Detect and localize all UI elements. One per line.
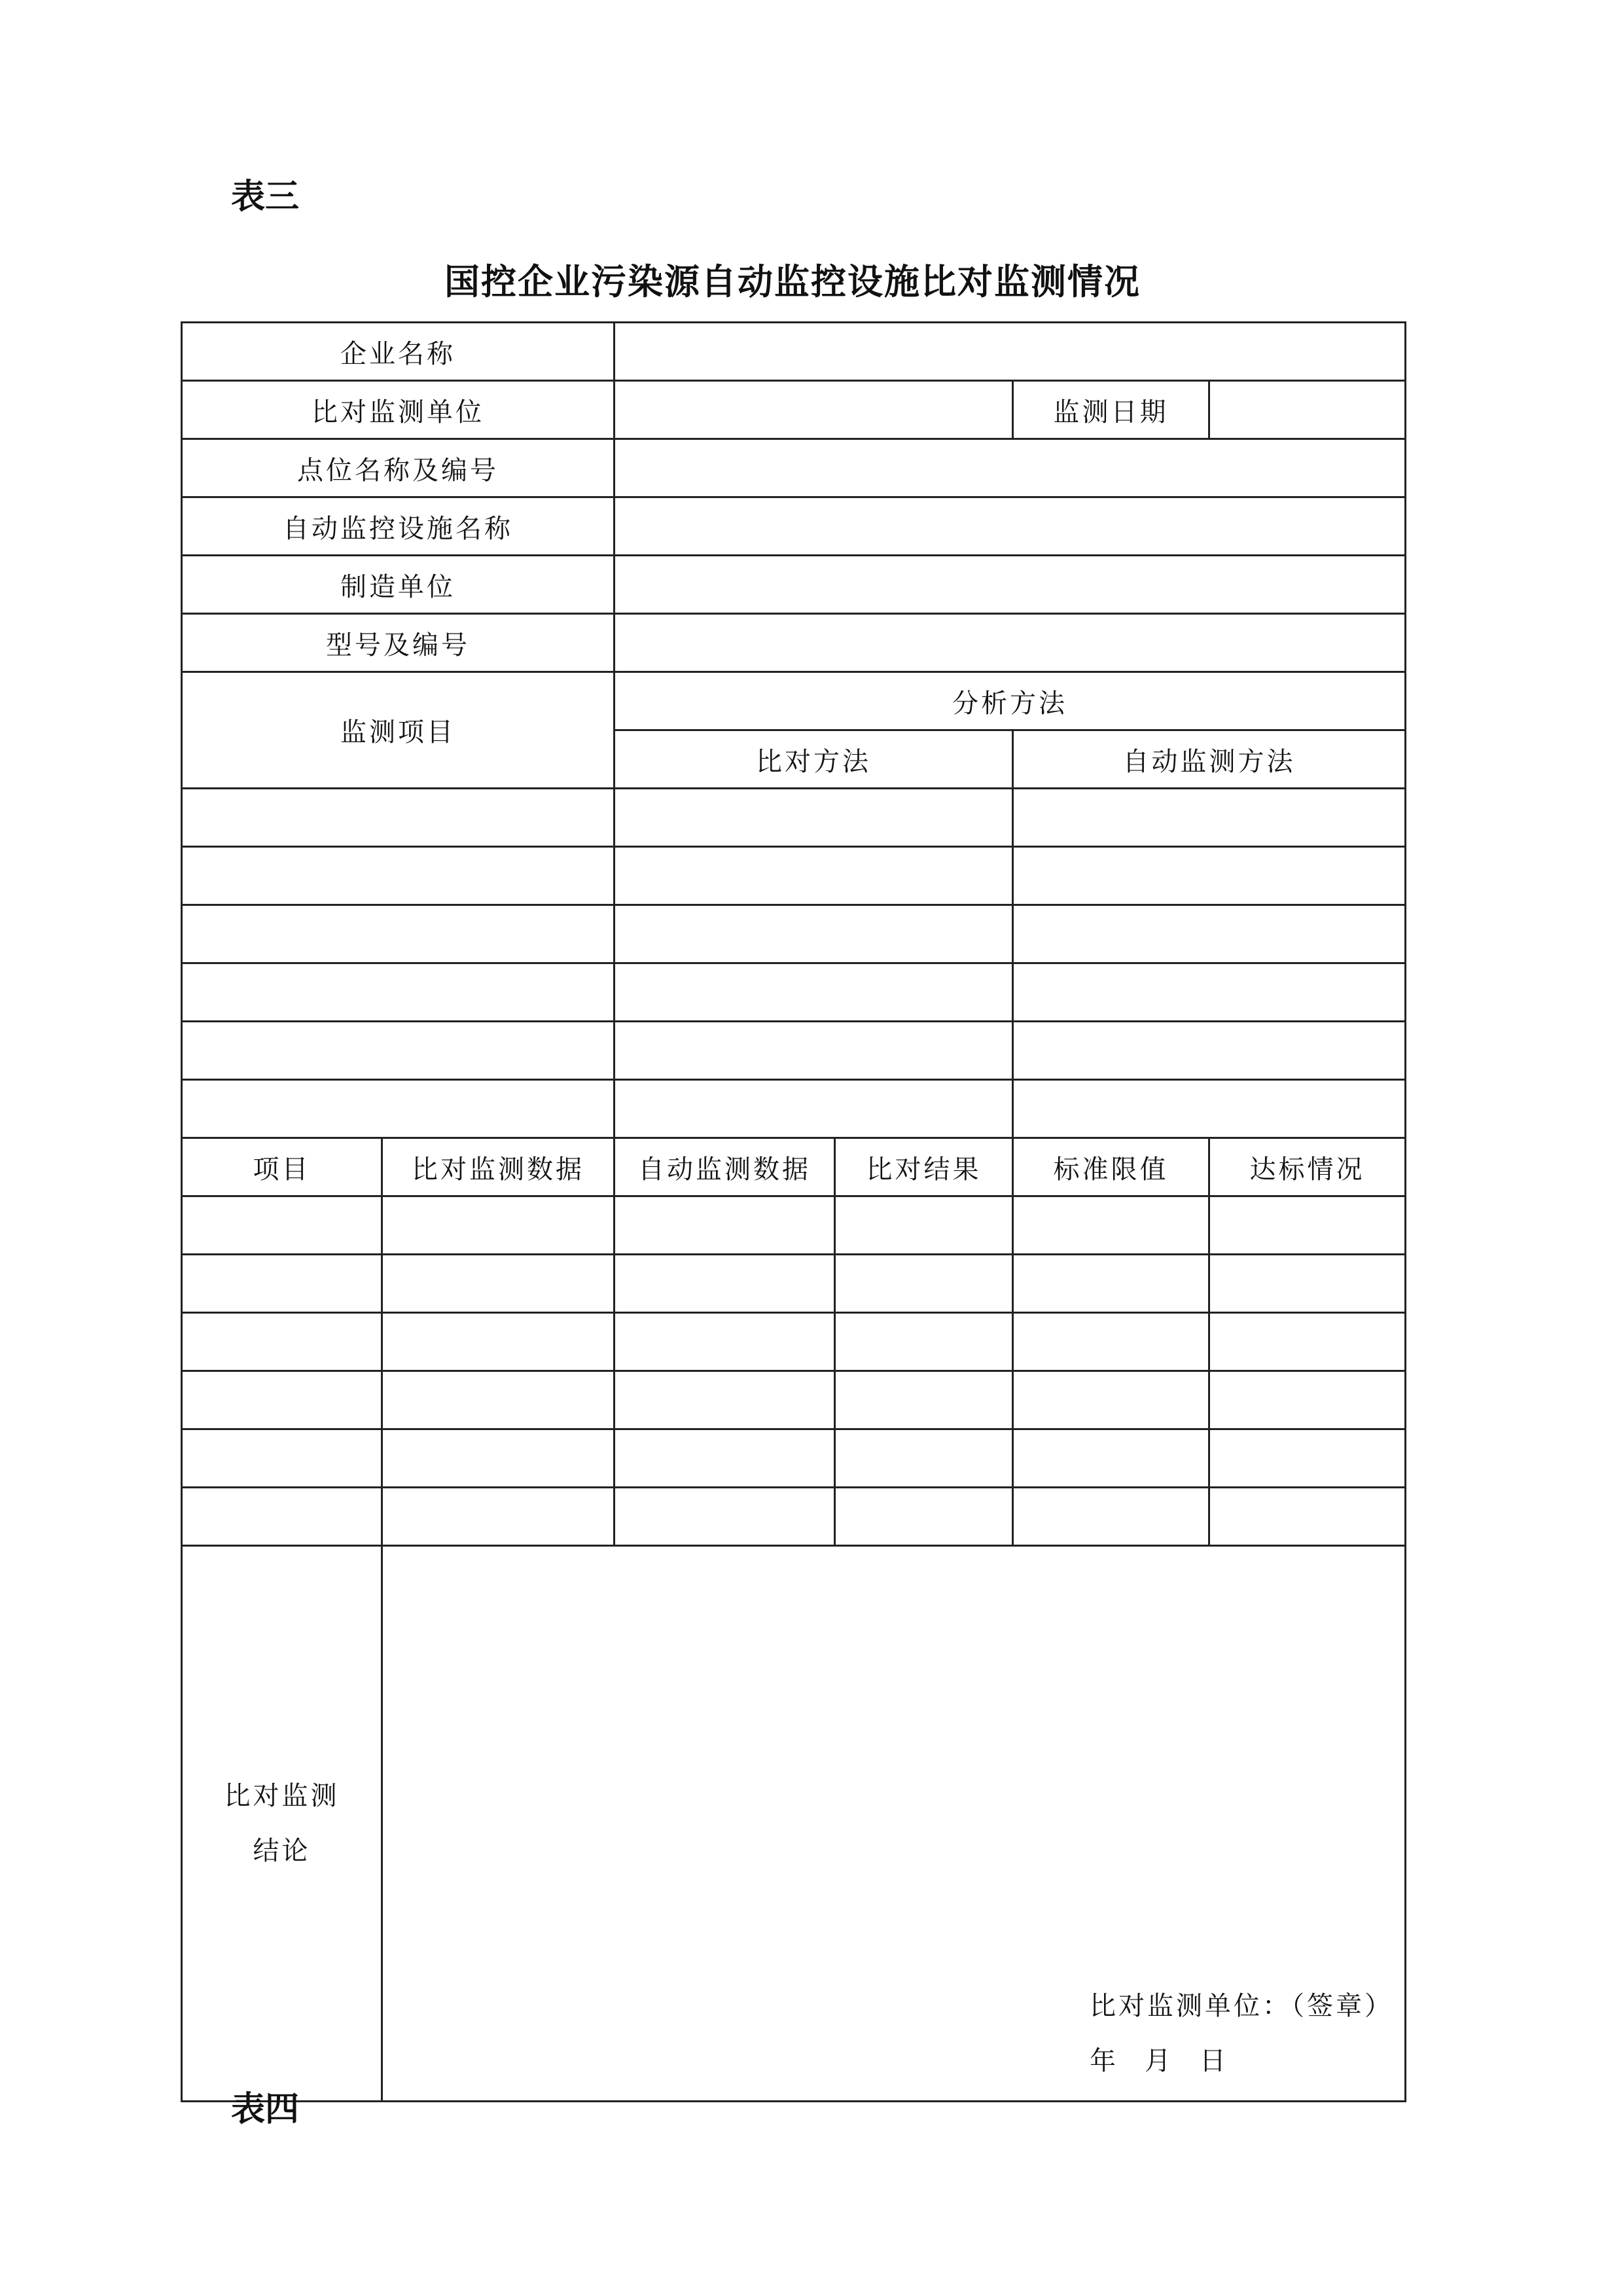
auto-method-cell[interactable] (1013, 1022, 1406, 1080)
comparison-method-cell[interactable] (615, 963, 1013, 1022)
data-cell[interactable] (1209, 1429, 1406, 1488)
data-cell[interactable] (615, 1196, 835, 1255)
method-header-row (182, 672, 1406, 730)
comparison-method-header: 比对方法 (615, 730, 1013, 789)
data-cell[interactable] (835, 1429, 1013, 1488)
data-cell[interactable] (382, 1488, 615, 1546)
data-header-item: 项目 (182, 1138, 382, 1196)
monitoring-unit-label: 比对监测单位 (182, 381, 615, 439)
year-label: 年 (1090, 2046, 1118, 2076)
comparison-method-cell[interactable] (615, 905, 1013, 963)
document-title: 国控企业污染源自动监控设施比对监测情况 (444, 261, 1141, 302)
data-cell[interactable] (615, 1488, 835, 1546)
data-cell[interactable] (835, 1196, 1013, 1255)
conclusion-label-line2: 结论 (253, 1836, 311, 1866)
data-header-row (182, 1138, 1406, 1196)
data-cell[interactable] (382, 1196, 615, 1255)
data-cell[interactable] (1209, 1313, 1406, 1371)
signature-date (1090, 2034, 1393, 2089)
monitoring-item-cell[interactable] (182, 1022, 615, 1080)
data-header-compliance: 达标情况 (1209, 1138, 1406, 1196)
auto-method-cell[interactable] (1013, 789, 1406, 847)
data-cell[interactable] (1209, 1371, 1406, 1429)
data-cell[interactable] (1013, 1313, 1209, 1371)
monitoring-item-cell[interactable] (182, 905, 615, 963)
data-cell[interactable] (615, 1313, 835, 1371)
model-field[interactable] (615, 614, 1406, 672)
facility-name-label: 自动监控设施名称 (182, 497, 615, 556)
auto-method-cell[interactable] (1013, 905, 1406, 963)
manufacturer-label: 制造单位 (182, 556, 615, 614)
auto-method-cell[interactable] (1013, 847, 1406, 905)
company-name-label: 企业名称 (182, 323, 615, 381)
method-row (182, 789, 1406, 847)
table-label: 表三 (231, 177, 300, 217)
point-name-field[interactable] (615, 439, 1406, 497)
method-row (182, 1022, 1406, 1080)
model-row (182, 614, 1406, 672)
month-label: 月 (1145, 2046, 1173, 2076)
data-cell[interactable] (615, 1371, 835, 1429)
conclusion-label-line1: 比对监测 (224, 1781, 340, 1811)
table-label: 表四 (231, 2089, 300, 2129)
monitoring-unit-row (182, 381, 1406, 439)
data-cell[interactable] (1013, 1488, 1209, 1546)
auto-method-cell[interactable] (1013, 963, 1406, 1022)
data-row (182, 1255, 1406, 1313)
data-cell[interactable] (182, 1255, 382, 1313)
data-header-comparison-result: 比对结果 (835, 1138, 1013, 1196)
data-cell[interactable] (1013, 1429, 1209, 1488)
company-name-row (182, 323, 1406, 381)
data-row (182, 1196, 1406, 1255)
manufacturer-row (182, 556, 1406, 614)
comparison-method-cell[interactable] (615, 1080, 1013, 1138)
signature-label: 比对监测单位：（签章） (1090, 1991, 1393, 2021)
data-header-auto-data: 自动监测数据 (615, 1138, 835, 1196)
signature-block (1090, 1979, 1393, 2089)
comparison-method-cell[interactable] (615, 789, 1013, 847)
monitoring-item-cell[interactable] (182, 963, 615, 1022)
data-cell[interactable] (1209, 1196, 1406, 1255)
auto-method-cell[interactable] (1013, 1080, 1406, 1138)
conclusion-field[interactable] (382, 1546, 1406, 2102)
data-cell[interactable] (182, 1313, 382, 1371)
data-row (182, 1488, 1406, 1546)
data-cell[interactable] (182, 1371, 382, 1429)
auto-method-header: 自动监测方法 (1013, 730, 1406, 789)
data-cell[interactable] (615, 1429, 835, 1488)
data-cell[interactable] (1209, 1488, 1406, 1546)
monitoring-form-table (181, 321, 1406, 2102)
data-cell[interactable] (382, 1429, 615, 1488)
method-row (182, 963, 1406, 1022)
company-name-field[interactable] (615, 323, 1406, 381)
data-cell[interactable] (382, 1371, 615, 1429)
data-cell[interactable] (1013, 1371, 1209, 1429)
conclusion-label (182, 1546, 382, 2102)
data-cell[interactable] (382, 1313, 615, 1371)
monitoring-item-cell[interactable] (182, 847, 615, 905)
facility-name-row (182, 497, 1406, 556)
data-cell[interactable] (1013, 1196, 1209, 1255)
data-row (182, 1429, 1406, 1488)
monitoring-item-cell[interactable] (182, 789, 615, 847)
data-cell[interactable] (615, 1255, 835, 1313)
comparison-method-cell[interactable] (615, 1022, 1013, 1080)
data-cell[interactable] (835, 1255, 1013, 1313)
manufacturer-field[interactable] (615, 556, 1406, 614)
point-name-row (182, 439, 1406, 497)
data-cell[interactable] (382, 1255, 615, 1313)
analysis-method-header: 分析方法 (615, 672, 1406, 730)
method-row (182, 847, 1406, 905)
monitoring-unit-field[interactable] (615, 381, 1013, 439)
conclusion-row (182, 1546, 1406, 2102)
data-cell[interactable] (182, 1488, 382, 1546)
comparison-method-cell[interactable] (615, 847, 1013, 905)
data-cell[interactable] (182, 1429, 382, 1488)
data-cell[interactable] (1209, 1255, 1406, 1313)
day-label: 日 (1200, 2046, 1228, 2076)
point-name-label: 点位名称及编号 (182, 439, 615, 497)
data-cell[interactable] (835, 1371, 1013, 1429)
facility-name-field[interactable] (615, 497, 1406, 556)
monitoring-item-header: 监测项目 (182, 672, 615, 789)
model-label: 型号及编号 (182, 614, 615, 672)
monitoring-date-field[interactable] (1209, 381, 1406, 439)
data-cell[interactable] (835, 1313, 1013, 1371)
monitoring-item-cell[interactable] (182, 1080, 615, 1138)
data-cell[interactable] (1013, 1255, 1209, 1313)
data-cell[interactable] (182, 1196, 382, 1255)
data-header-standard-limit: 标准限值 (1013, 1138, 1209, 1196)
monitoring-date-label: 监测日期 (1013, 381, 1209, 439)
method-row (182, 905, 1406, 963)
data-cell[interactable] (835, 1488, 1013, 1546)
data-header-comparison-data: 比对监测数据 (382, 1138, 615, 1196)
data-row (182, 1313, 1406, 1371)
data-row (182, 1371, 1406, 1429)
method-row (182, 1080, 1406, 1138)
